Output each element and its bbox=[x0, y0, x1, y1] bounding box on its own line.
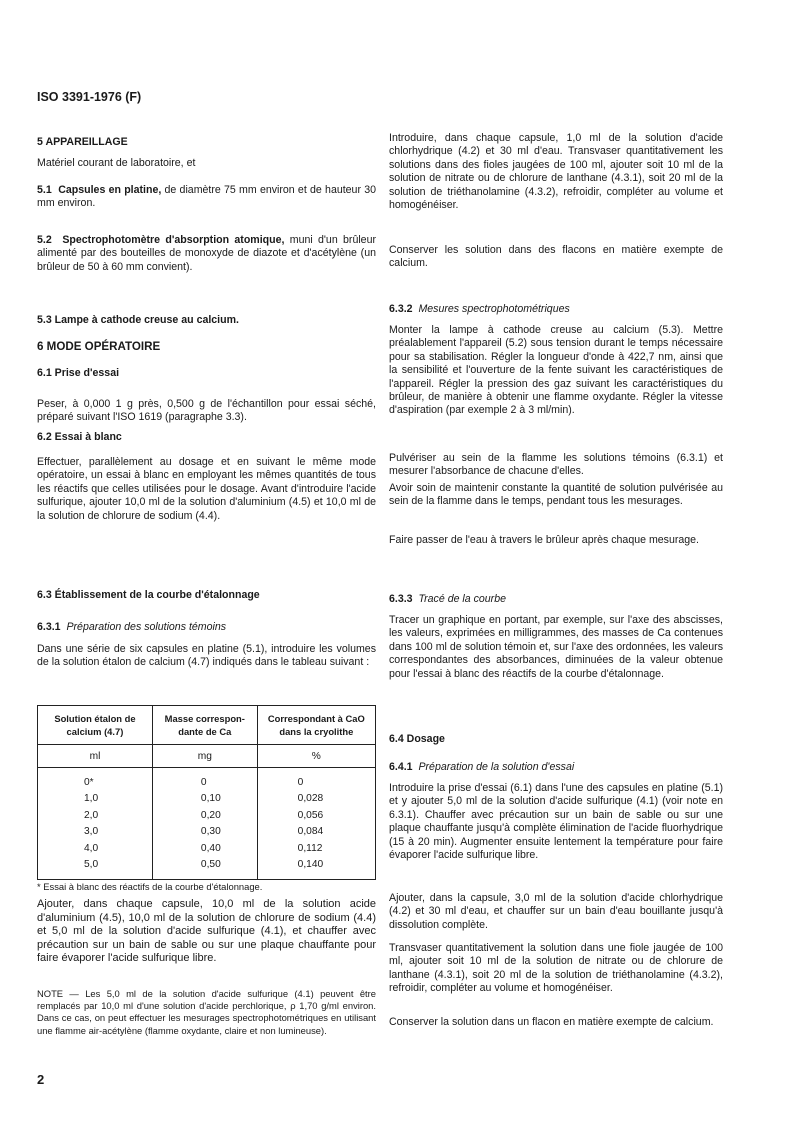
section-6-4-1-heading bbox=[389, 761, 723, 774]
table-header: Correspondant à CaO dans la cryolithe bbox=[257, 706, 375, 745]
section-text: de diamètre 75 mm environ et de hauteur 30 mm environ. bbox=[37, 184, 377, 210]
section-5-heading: 5 APPAREILLAGE bbox=[37, 136, 128, 148]
section-6-4-heading: 6.4 Dosage bbox=[389, 733, 445, 745]
section-6-1-heading: 6.1 Prise d'essai bbox=[37, 367, 120, 379]
table-row bbox=[38, 768, 376, 791]
table-cell: 3,0 bbox=[38, 824, 153, 841]
section-number: 5.1 bbox=[37, 184, 52, 196]
paragraph: Conserver la solution dans un flacon en matière exempte de calcium. bbox=[389, 1016, 714, 1028]
paragraph: Conserver les solution dans des flacons en matière exempte de calcium. bbox=[389, 244, 723, 270]
table-cell: 0,112 bbox=[257, 840, 375, 857]
section-5-2 bbox=[37, 234, 376, 274]
paragraph: Introduire la prise d'essai (6.1) dans l'une des capsules en platine (5.1) et y ajouter 5,0 ml de la solution d'acide sulfurique (4.1) (voir note en 6.3.1). Chauffer avec précaution sur un bain de sable ou sur une plaque chauffante jusqu'à complète élimination de l'acide fluorhydrique (15 à 20 min). Augmenter ensuite lentement la température pour faire évaporer l'acide sulfurique libre. bbox=[389, 782, 723, 862]
section-5-1 bbox=[37, 184, 376, 211]
section-number: 6.3.1 bbox=[37, 621, 61, 633]
section-title: Tracé de la courbe bbox=[418, 593, 506, 605]
section-5-3: 5.3 Lampe à cathode creuse au calcium. bbox=[37, 314, 239, 326]
page-number: 2 bbox=[37, 1072, 45, 1087]
table-cell: 0,056 bbox=[257, 807, 375, 824]
table-cell: 0,20 bbox=[152, 807, 257, 824]
table-row bbox=[38, 857, 376, 880]
section-number: 6.4.1 bbox=[389, 761, 413, 773]
section-6-3-1-heading bbox=[37, 621, 376, 634]
table-unit: ml bbox=[38, 745, 153, 768]
section-title: Capsules en platine, bbox=[58, 184, 162, 196]
section-6-3-3-heading bbox=[389, 593, 723, 606]
paragraph: Ajouter, dans la capsule, 3,0 ml de la solution d'acide chlorhydrique (4.2) et 30 ml d'eau, et chauffer sur un bain d'eau bouillante jusqu'à dissolution complète. bbox=[389, 892, 723, 931]
table-cell: 0,30 bbox=[152, 824, 257, 841]
ajouter-paragraph: Ajouter, dans chaque capsule, 10,0 ml de la solution acide d'aluminium (4.5), 10,0 ml de la solution de chlorure de sodium (4.4) et 5,0 ml de la solution d'acide sulfurique (4.1), et chauffer avec précaution sur un bain de sable ou sur une plaque chauffante pour faire évaporer l'acide sulfurique libre. bbox=[37, 898, 376, 965]
table-row bbox=[38, 807, 376, 824]
section-title: Spectrophotomètre d'absorption atomique, bbox=[62, 234, 285, 246]
section-number: 6.3.3 bbox=[389, 593, 413, 605]
table-cell: 0,140 bbox=[257, 857, 375, 880]
table-cell: 0,084 bbox=[257, 824, 375, 841]
table-cell: 0,10 bbox=[152, 791, 257, 808]
paragraph: Transvaser quantitativement la solution dans une fiole jaugée de 100 ml, ajouter soit 10 ml de la solution de nitrate ou de chlorure de lanthane (4.3.1), soit 20 ml de la solution de triéthanolamine (4.3.2), refroidir, compléter au volume et homogénéiser. bbox=[389, 942, 723, 995]
section-6-3-2-heading bbox=[389, 303, 723, 316]
table-cell: 5,0 bbox=[38, 857, 153, 880]
calibration-table bbox=[37, 705, 376, 880]
table-cell: 0,028 bbox=[257, 791, 375, 808]
table-unit: % bbox=[257, 745, 375, 768]
section-6-3-heading: 6.3 Établissement de la courbe d'étalonnage bbox=[37, 589, 260, 601]
table-row bbox=[38, 840, 376, 857]
table-cell: 1,0 bbox=[38, 791, 153, 808]
table-cell: 0 bbox=[257, 768, 375, 791]
paragraph: Monter la lampe à cathode creuse au calcium (5.3). Mettre préalablement l'appareil (5.2) sous tension durant le temps nécessaire pour sa stabilisation. Régler la longueur d'onde à 422,7 nm, ainsi que la sensibilité et l'ouverture de la fente suivant les caractéristiques de l'appareil. Régler la pression des gaz suivant les caractéristiques du brûleur, de manière à obtenir une flamme oxydante. Régler la vitesse d'aspiration (par exemple 2 à 3 ml/min). bbox=[389, 324, 723, 417]
section-title: Préparation des solutions témoins bbox=[66, 621, 227, 633]
section-6-1-text: Peser, à 0,000 1 g près, 0,500 g de l'échantillon pour essai séché, préparé suivant l'ISO 1619 (paragraphe 3.3). bbox=[37, 398, 376, 424]
section-6-2-text: Effectuer, parallèlement au dosage et en suivant le même mode opératoire, un essai à blanc en employant les mêmes quantités de tous les réactifs que celles utilisées pour le dosage. Avant d'introduire l'acide sulfurique, ajouter 10,0 ml de la solution d'aluminium (4.5) et 10,0 ml de la solution de chlorure de sodium (4.4). bbox=[37, 456, 376, 522]
section-number: 5.2 bbox=[37, 234, 52, 246]
table-cell: 4,0 bbox=[38, 840, 153, 857]
paragraph: Avoir soin de maintenir constante la quantité de solution pulvérisée au sein de la flamme dans le temps, pendant tous les mesurages. bbox=[389, 482, 723, 508]
table-cell: 0 bbox=[152, 768, 257, 791]
table-footnote: * Essai à blanc des réactifs de la courbe d'étalonnage. bbox=[37, 881, 263, 892]
section-6-heading: 6 MODE OPÉRATOIRE bbox=[37, 340, 161, 353]
table-unit: mg bbox=[152, 745, 257, 768]
section-5-text: Matériel courant de laboratoire, et bbox=[37, 157, 196, 169]
table-cell: 0,50 bbox=[152, 857, 257, 880]
table-row bbox=[38, 791, 376, 808]
section-title: Mesures spectrophotométriques bbox=[418, 303, 570, 315]
section-title: Préparation de la solution d'essai bbox=[418, 761, 575, 773]
paragraph: Tracer un graphique en portant, par exemple, sur l'axe des abscisses, les valeurs, exprimées en milligrammes, des masses de Ca contenues dans 100 ml de solution témoin et, sur l'axe des ordonnées, les valeurs correspondantes des absorbances, diminuées de la valeur obtenue pour l'essai à blanc des réactifs de la courbe d'étalonnage. bbox=[389, 614, 723, 680]
paragraph: Pulvériser au sein de la flamme les solutions témoins (6.3.1) et mesurer l'absorbance de chacune d'elles. bbox=[389, 452, 723, 478]
document-header: ISO 3391-1976 (F) bbox=[37, 90, 142, 104]
table-header: Solution étalon de calcium (4.7) bbox=[38, 706, 153, 745]
table-cell: 0* bbox=[38, 768, 153, 791]
section-6-2-heading: 6.2 Essai à blanc bbox=[37, 431, 122, 443]
table-cell: 0,40 bbox=[152, 840, 257, 857]
section-text: muni d'un brûleur alimenté par des bouteilles de monoxyde de diazote et d'acétylène (un brûleur de 50 à 60 mm convient). bbox=[37, 234, 376, 273]
paragraph: Faire passer de l'eau à travers le brûleur après chaque mesurage. bbox=[389, 534, 699, 546]
note-paragraph: NOTE — Les 5,0 ml de la solution d'acide sulfurique (4.1) peuvent être remplacés par 10,0 ml d'une solution d'acide perchlorique, ρ 1,70 g/ml environ. Dans ce cas, on peut effectuer les mesurages spectrophotométriques en utilisant une flamme air-acétylène (flamme oxydante, claire et non lumineuse). bbox=[37, 988, 376, 1036]
table-row bbox=[38, 824, 376, 841]
table-cell: 2,0 bbox=[38, 807, 153, 824]
table-header: Masse correspon-dante de Ca bbox=[152, 706, 257, 745]
section-number: 6.3.2 bbox=[389, 303, 413, 315]
section-6-3-1-text: Dans une série de six capsules en platine (5.1), introduire les volumes de la solution étalon de calcium (4.7) indiqués dans le tableau suivant : bbox=[37, 643, 376, 669]
paragraph: Introduire, dans chaque capsule, 1,0 ml de la solution d'acide chlorhydrique (4.2) et 30 ml d'eau. Transvaser quantitativement les solutions dans des fioles jaugées de 100 ml, ajouter soit 10 ml de la solution de nitrate ou de chlorure de lanthane (4.3.1), soit 20 ml de la solution de triéthanolamine (4.3.2), refroidir, compléter au volume et homogénéiser. bbox=[389, 132, 723, 212]
